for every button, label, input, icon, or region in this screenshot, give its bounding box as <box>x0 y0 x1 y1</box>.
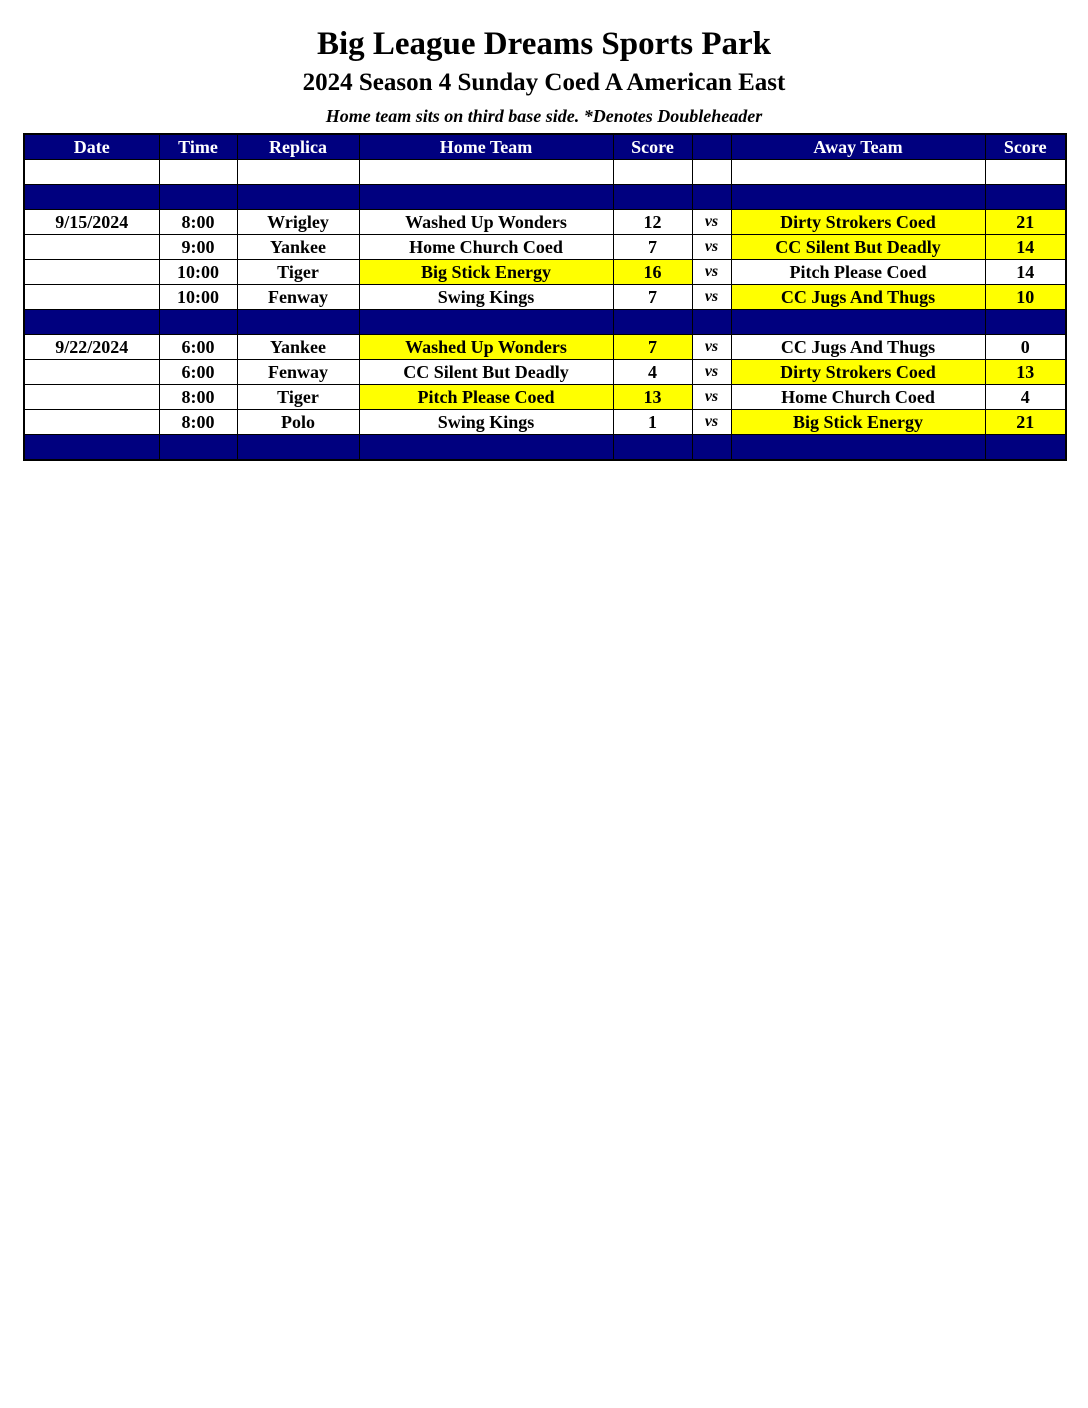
home-score-cell: 16 <box>613 260 692 285</box>
replica-cell: Fenway <box>237 360 359 385</box>
replica-cell: Tiger <box>237 260 359 285</box>
replica-cell: Wrigley <box>237 210 359 235</box>
blank-cell <box>159 160 237 185</box>
blank-cell <box>692 160 731 185</box>
separator-cell <box>692 185 731 210</box>
separator-cell <box>731 310 985 335</box>
column-header-home-team: Home Team <box>359 134 613 160</box>
blank-cell <box>731 160 985 185</box>
replica-cell: Polo <box>237 410 359 435</box>
away-team-cell: CC Silent But Deadly <box>731 235 985 260</box>
vs-cell: vs <box>692 260 731 285</box>
table-header-row <box>24 134 1066 160</box>
away-score-cell: 13 <box>985 360 1066 385</box>
vs-cell: vs <box>692 360 731 385</box>
game-row <box>24 385 1066 410</box>
replica-cell: Yankee <box>237 235 359 260</box>
away-team-cell: Dirty Strokers Coed <box>731 210 985 235</box>
separator-cell <box>159 310 237 335</box>
separator-cell <box>613 185 692 210</box>
separator-cell <box>359 185 613 210</box>
separator-cell <box>24 185 159 210</box>
game-row <box>24 260 1066 285</box>
time-cell: 10:00 <box>159 285 237 310</box>
date-cell <box>24 235 159 260</box>
time-cell: 6:00 <box>159 360 237 385</box>
away-team-cell: Dirty Strokers Coed <box>731 360 985 385</box>
game-row <box>24 285 1066 310</box>
blank-cell <box>359 160 613 185</box>
page-subtitle: 2024 Season 4 Sunday Coed A American East <box>302 69 786 96</box>
away-score-cell: 21 <box>985 210 1066 235</box>
separator-cell <box>237 310 359 335</box>
separator-cell <box>692 310 731 335</box>
vs-cell: vs <box>692 235 731 260</box>
separator-cell <box>24 310 159 335</box>
home-team-cell: Swing Kings <box>359 285 613 310</box>
vs-cell: vs <box>692 335 731 360</box>
column-header-date: Date <box>24 134 159 160</box>
separator-cell <box>359 435 613 461</box>
week-separator-row <box>24 310 1066 335</box>
time-cell: 8:00 <box>159 385 237 410</box>
home-score-cell: 7 <box>613 285 692 310</box>
away-team-cell: Home Church Coed <box>731 385 985 410</box>
date-cell: 9/15/2024 <box>24 210 159 235</box>
time-cell: 9:00 <box>159 235 237 260</box>
date-cell <box>24 260 159 285</box>
home-team-cell: Washed Up Wonders <box>359 210 613 235</box>
replica-cell: Fenway <box>237 285 359 310</box>
away-team-cell: Big Stick Energy <box>731 410 985 435</box>
separator-cell <box>731 435 985 461</box>
game-row <box>24 235 1066 260</box>
week-separator-row <box>24 435 1066 461</box>
replica-cell: Yankee <box>237 335 359 360</box>
time-cell: 10:00 <box>159 260 237 285</box>
home-team-cell: Washed Up Wonders <box>359 335 613 360</box>
away-score-cell: 4 <box>985 385 1066 410</box>
date-cell <box>24 360 159 385</box>
blank-cell <box>24 160 159 185</box>
separator-cell <box>985 435 1066 461</box>
home-team-cell: Swing Kings <box>359 410 613 435</box>
separator-cell <box>237 185 359 210</box>
time-cell: 8:00 <box>159 210 237 235</box>
home-score-cell: 13 <box>613 385 692 410</box>
blank-cell <box>613 160 692 185</box>
separator-cell <box>613 310 692 335</box>
vs-cell: vs <box>692 385 731 410</box>
blank-row <box>24 160 1066 185</box>
vs-cell: vs <box>692 285 731 310</box>
away-team-cell: CC Jugs And Thugs <box>731 285 985 310</box>
column-header-replica: Replica <box>237 134 359 160</box>
time-cell: 8:00 <box>159 410 237 435</box>
separator-cell <box>985 185 1066 210</box>
vs-cell: vs <box>692 210 731 235</box>
home-team-cell: Home Church Coed <box>359 235 613 260</box>
home-team-cell: CC Silent But Deadly <box>359 360 613 385</box>
date-cell: 9/22/2024 <box>24 335 159 360</box>
away-team-cell: Pitch Please Coed <box>731 260 985 285</box>
page-title: Big League Dreams Sports Park <box>316 26 772 62</box>
away-score-cell: 14 <box>985 260 1066 285</box>
replica-cell: Tiger <box>237 385 359 410</box>
blank-cell <box>985 160 1066 185</box>
column-header-away-score: Score <box>985 134 1066 160</box>
game-row <box>24 410 1066 435</box>
games-body <box>24 210 1066 461</box>
home-score-cell: 7 <box>613 335 692 360</box>
column-header-away-team: Away Team <box>731 134 985 160</box>
schedule-table <box>23 133 1067 461</box>
column-header-time: Time <box>159 134 237 160</box>
separator-cell <box>24 435 159 461</box>
game-row <box>24 335 1066 360</box>
home-score-cell: 12 <box>613 210 692 235</box>
date-cell <box>24 410 159 435</box>
home-score-cell: 7 <box>613 235 692 260</box>
week-separator-row <box>24 185 1066 210</box>
separator-cell <box>692 435 731 461</box>
separator-cell <box>613 435 692 461</box>
separator-cell <box>731 185 985 210</box>
away-score-cell: 0 <box>985 335 1066 360</box>
time-cell: 6:00 <box>159 335 237 360</box>
away-score-cell: 14 <box>985 235 1066 260</box>
home-score-cell: 4 <box>613 360 692 385</box>
vs-cell: vs <box>692 410 731 435</box>
away-team-cell: CC Jugs And Thugs <box>731 335 985 360</box>
home-score-cell: 1 <box>613 410 692 435</box>
separator-cell <box>237 435 359 461</box>
away-score-cell: 21 <box>985 410 1066 435</box>
separator-cell <box>985 310 1066 335</box>
separator-cell <box>159 185 237 210</box>
home-team-cell: Pitch Please Coed <box>359 385 613 410</box>
blank-cell <box>237 160 359 185</box>
game-row <box>24 210 1066 235</box>
separator-cell <box>359 310 613 335</box>
home-team-cell: Big Stick Energy <box>359 260 613 285</box>
separator-cell <box>159 435 237 461</box>
game-row <box>24 360 1066 385</box>
page-note: Home team sits on third base side. *Denotes Doubleheader <box>325 106 763 126</box>
column-header-home-score: Score <box>613 134 692 160</box>
date-cell <box>24 285 159 310</box>
date-cell <box>24 385 159 410</box>
away-score-cell: 10 <box>985 285 1066 310</box>
column-header-vs <box>692 134 731 160</box>
